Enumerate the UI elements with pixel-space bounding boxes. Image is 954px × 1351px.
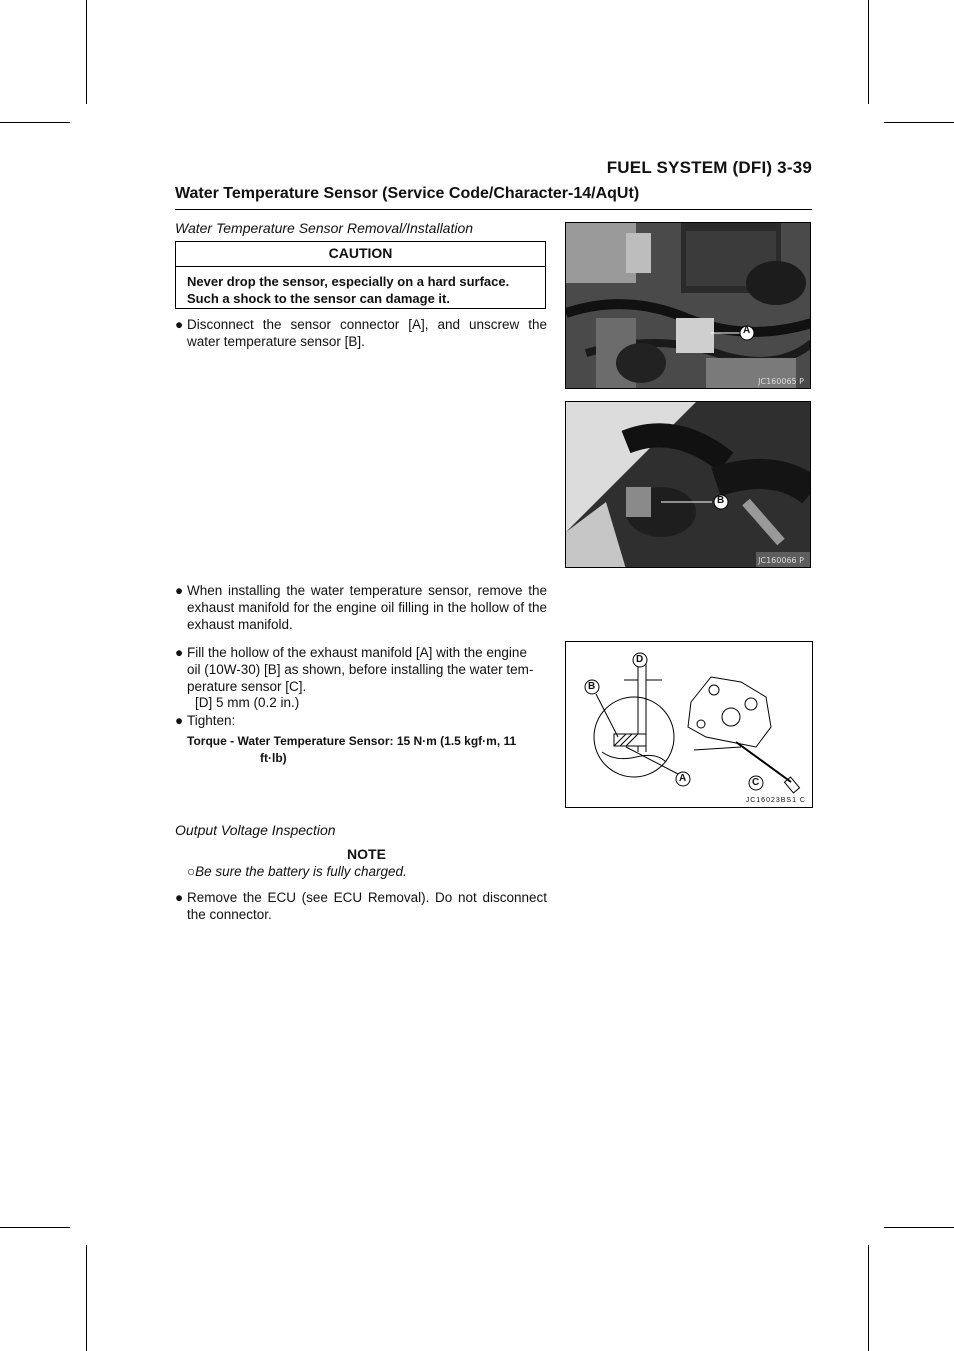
figure-code: JC160066 P	[758, 556, 804, 565]
diagram-label-a: A	[679, 773, 687, 784]
bullet-text: Disconnect the sensor connector [A], and unscrew the water temperature sensor [B].	[187, 317, 547, 349]
torque-line: Torque - Water Temperature Sensor: 15 N·m (1.5 kgf·m, 11	[187, 734, 517, 748]
note-text	[187, 864, 407, 879]
diagram-oil-filling-drawing	[566, 642, 813, 808]
bullet-tighten	[175, 712, 547, 729]
crop-mark	[86, 0, 87, 104]
removal-subhead: Water Temperature Sensor Removal/Installation	[175, 220, 474, 236]
torque-line: ft·lb)	[260, 751, 287, 765]
photo-sensor-connector	[565, 222, 811, 389]
caution-text	[176, 267, 545, 307]
bullet-remove-ecu	[175, 889, 547, 923]
bullet-icon: ●	[175, 317, 184, 332]
bullet-text-line: perature sensor [C].	[187, 679, 307, 694]
bullet-install	[175, 582, 547, 633]
caution-line: Such a shock to the sensor can damage it.	[187, 291, 450, 306]
bullet-icon: ●	[175, 645, 184, 660]
note-marker-icon: ○	[187, 864, 196, 879]
diagram-label-d: D	[636, 654, 644, 665]
caution-title: CAUTION	[176, 242, 545, 267]
bullet-icon: ●	[175, 890, 184, 905]
photo-label-b: B	[717, 495, 725, 506]
caution-line: Never drop the sensor, especially on a hard surface.	[187, 274, 510, 289]
diagram-label-b: B	[588, 681, 596, 692]
diagram-label-c: C	[752, 777, 760, 788]
section-title: Water Temperature Sensor (Service Code/Character-14/AqUt)	[175, 185, 640, 202]
bullet-text: Remove the ECU (see ECU Removal). Do not disconnect the connector.	[187, 890, 547, 922]
bullet-text	[187, 644, 547, 695]
crop-mark	[868, 0, 869, 104]
crop-mark	[86, 1245, 87, 1351]
crop-mark	[0, 122, 70, 123]
bullet-fill	[175, 644, 547, 695]
crop-mark	[884, 122, 954, 123]
bullet-disconnect	[175, 316, 547, 350]
figure-code: JC160065 P	[758, 377, 804, 386]
photo-sensor-connector-image	[566, 223, 811, 389]
note-body-text: Be sure the battery is fully charged.	[195, 864, 407, 879]
bullet-text-line: oil (10W-30) [B] as shown, before installing the water tem-	[187, 662, 534, 677]
torque-spec	[187, 733, 547, 767]
caution-box	[175, 241, 546, 309]
crop-mark	[868, 1245, 869, 1351]
dimension-note: [D] 5 mm (0.2 in.)	[195, 695, 300, 710]
note-title: NOTE	[347, 846, 386, 862]
photo-water-temp-sensor-image	[566, 402, 811, 568]
diagram-oil-filling	[565, 641, 813, 808]
figure-code: JC16023BS1 C	[745, 797, 806, 804]
crop-mark	[0, 1227, 70, 1228]
page-header-title: FUEL SYSTEM (DFI) 3-39	[606, 158, 812, 177]
output-subhead: Output Voltage Inspection	[175, 822, 336, 838]
crop-mark	[884, 1227, 954, 1228]
bullet-icon: ●	[175, 583, 184, 598]
bullet-icon: ●	[175, 713, 184, 728]
bullet-text: When installing the water temperature sensor, remove the exhaust manifold for the engine oil filling in the hollow of the exhaust manifold.	[187, 583, 547, 632]
photo-label-a: A	[743, 325, 751, 336]
section-divider	[175, 209, 812, 210]
bullet-text: Tighten:	[187, 713, 236, 728]
photo-water-temp-sensor	[565, 401, 811, 568]
bullet-text-line: Fill the hollow of the exhaust manifold [A] with the engine	[187, 645, 527, 660]
